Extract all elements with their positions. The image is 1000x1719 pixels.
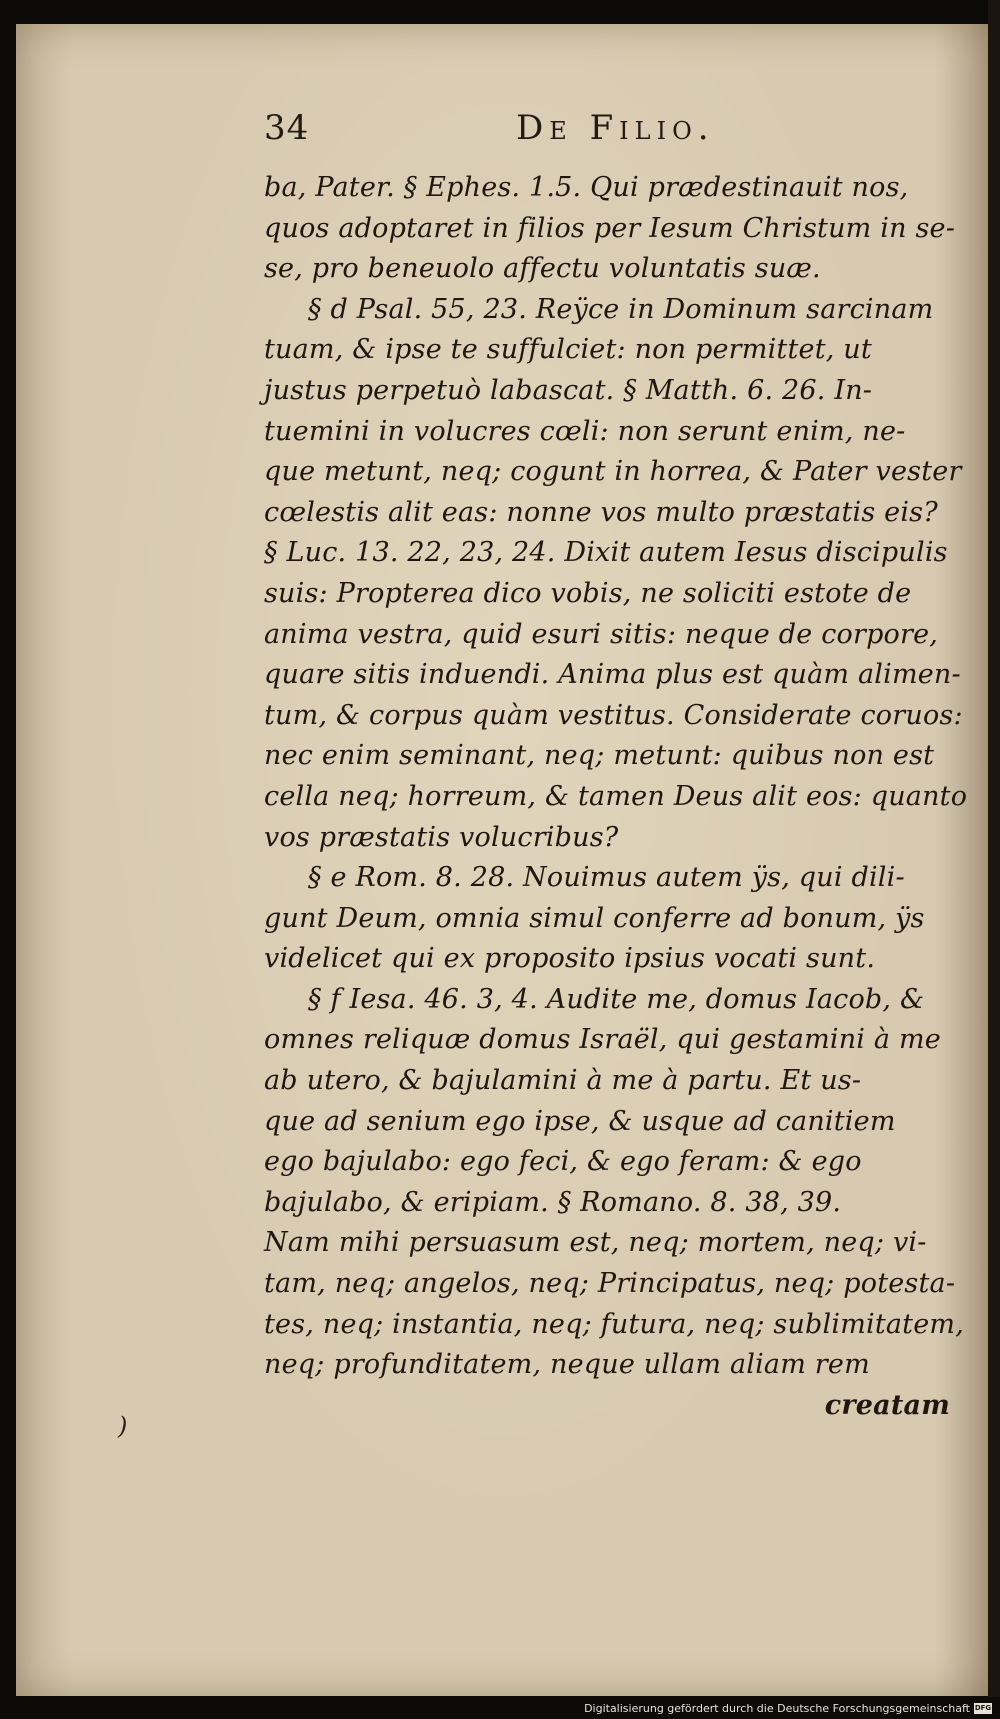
header-title: De Filio.	[516, 108, 715, 148]
dfg-logo: DFG	[974, 1704, 992, 1712]
digitization-credit: Digitalisierung gefördert durch die Deutsche Forschungsgemeinschaft	[584, 1702, 970, 1715]
text-line: nec enim seminant, neq; metunt: quibus non est	[264, 740, 935, 772]
text-line: quos adoptaret in filios per Iesum Christum in se-	[264, 212, 956, 244]
text-line: tum, & corpus quàm vestitus. Considerate coruos:	[264, 699, 963, 731]
text-line: ego bajulabo: ego feci, & ego feram: & ego	[264, 1146, 862, 1178]
text-line: Nam mihi persuasum est, neq; mortem, neq; vi-	[264, 1227, 927, 1259]
text-line: videlicet qui ex proposito ipsius vocati sunt.	[264, 943, 876, 975]
text-line: cœlestis alit eas: nonne vos multo præstatis eis?	[264, 496, 938, 528]
text-line: se, pro beneuolo affectu voluntatis suæ.	[264, 253, 821, 285]
text-line: gunt Deum, omnia simul conferre ad bonum, ÿs	[264, 902, 925, 934]
text-line: vos præstatis volucribus?	[264, 821, 619, 853]
text-line: justus perpetuò labascat. § Matth. 6. 26. In-	[264, 374, 873, 406]
text-line: ba, Pater. § Ephes. 1.5. Qui prædestinauit nos,	[264, 172, 909, 203]
text-line: que ad senium ego ipse, & usque ad canitiem	[264, 1105, 896, 1137]
text-line: tes, neq; instantia, neq; futura, neq; sublimitatem,	[264, 1308, 964, 1340]
text-line: cella neq; horreum, & tamen Deus alit eos: quanto	[264, 780, 968, 812]
text-line: § Luc. 13. 22, 23, 24. Dixit autem Iesus discipulis	[264, 537, 948, 569]
text-line: anima vestra, quid esuri sitis: neque de corpore,	[264, 618, 939, 650]
page-number: 34	[264, 108, 310, 148]
text-line: que metunt, neq; cogunt in horrea, & Pater vester	[264, 456, 962, 488]
catchword: creatam	[824, 1389, 950, 1421]
body-text	[264, 168, 968, 1426]
running-head	[264, 108, 954, 152]
footer-bar	[0, 1697, 1000, 1719]
text-line: § e Rom. 8. 28. Nouimus autem ÿs, qui dili-	[308, 862, 905, 894]
text-line: tuemini in volucres cœli: non serunt enim, ne-	[264, 415, 906, 447]
text-line: tam, neq; angelos, neq; Principatus, neq; potesta-	[264, 1268, 956, 1300]
margin-mark: )	[118, 1412, 128, 1440]
text-line: § f Iesa. 46. 3, 4. Audite me, domus Iacob, &	[308, 983, 925, 1015]
text-line: bajulabo, & eripiam. § Romano. 8. 38, 39.	[264, 1186, 842, 1218]
text-line: neq; profunditatem, neque ullam aliam rem	[264, 1349, 870, 1381]
text-line: omnes reliquæ domus Israël, qui gestamini à me	[264, 1024, 941, 1056]
text-line: quare sitis induendi. Anima plus est quàm alimen-	[264, 659, 961, 691]
text-line: tuam, & ipse te suffulciet: non permittet, ut	[264, 334, 872, 366]
page-edge-shadow	[988, 0, 1000, 1719]
text-line: suis: Propterea dico vobis, ne soliciti estote de	[264, 577, 912, 609]
text-line: § d Psal. 55, 23. Reÿce in Dominum sarcinam	[308, 293, 934, 325]
text-line: ab utero, & bajulamini à me à partu. Et us-	[264, 1065, 862, 1097]
